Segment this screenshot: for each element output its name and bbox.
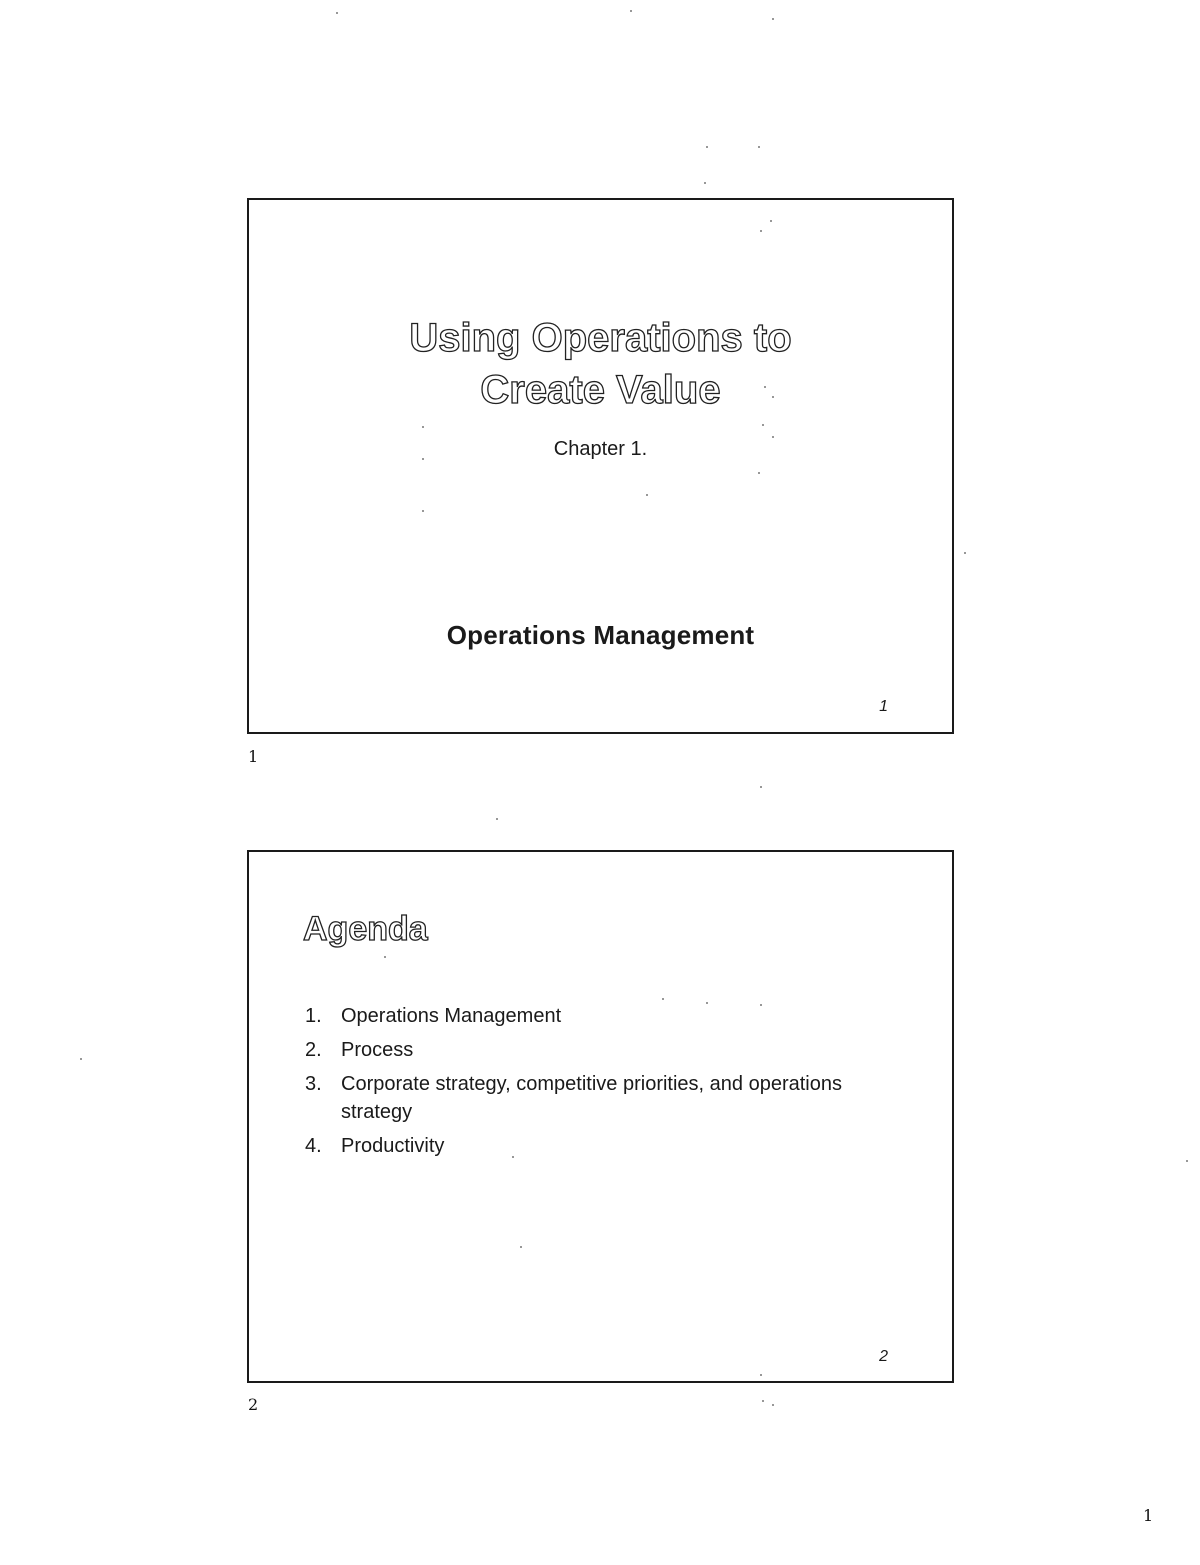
scan-speck [772,18,774,20]
scan-speck [760,1374,762,1376]
scan-speck [772,396,774,398]
scan-speck [706,1002,708,1004]
scan-speck [762,424,764,426]
scan-speck [384,956,386,958]
agenda-item-text: Operations Management [341,1005,562,1027]
scan-speck [496,818,498,820]
agenda-item-text: Corporate strategy, competitive priorities, and operations strategy [341,1073,842,1123]
slide-1-title-line-1: Using Operations to [409,316,792,360]
page-label-1: 1 [248,747,259,766]
agenda-item-text: Productivity [341,1135,445,1157]
scan-speck [1186,1160,1188,1162]
agenda-item-text: Process [341,1039,414,1061]
scan-speck [706,146,708,148]
slide-2-title: Agenda [303,910,428,948]
slide-2-number: 2 [879,1348,888,1365]
scan-speck [770,220,772,222]
scan-speck [662,998,664,1000]
scan-speck [80,1058,82,1060]
sheet-page-number: 1 [1143,1506,1154,1525]
scan-speck [772,436,774,438]
scan-speck [512,1156,514,1158]
slide-2 [247,850,954,1383]
agenda-item [305,1002,865,1030]
agenda-item-number: 4. [305,1135,322,1157]
slide-1-title-line-2: Create Value [480,368,721,412]
slide-1-subtitle: Chapter 1. [553,438,648,460]
scan-speck [758,472,760,474]
agenda-item [305,1036,865,1064]
scan-speck [760,230,762,232]
agenda-item [305,1132,865,1160]
page-label-2: 2 [248,1395,259,1414]
agenda-list [305,1002,865,1166]
scan-speck [520,1246,522,1248]
scan-speck [964,552,966,554]
scan-speck [646,494,648,496]
scan-speck [764,386,766,388]
scan-speck [704,182,706,184]
scan-speck [760,786,762,788]
scan-speck [422,458,424,460]
scan-speck [758,146,760,148]
slide-1-course-name: Operations Management [446,620,755,650]
scan-speck [760,1004,762,1006]
scan-speck [422,510,424,512]
agenda-item-number: 3. [305,1073,322,1095]
agenda-item-number: 1. [305,1005,322,1027]
scan-speck [630,10,632,12]
scan-speck [762,1400,764,1402]
agenda-item [305,1070,865,1126]
scan-speck [772,1404,774,1406]
slide-1-number: 1 [879,698,888,715]
slide-1 [247,198,954,734]
agenda-item-number: 2. [305,1039,322,1061]
slide-1-title [249,312,952,416]
scan-speck [336,12,338,14]
scan-speck [422,426,424,428]
